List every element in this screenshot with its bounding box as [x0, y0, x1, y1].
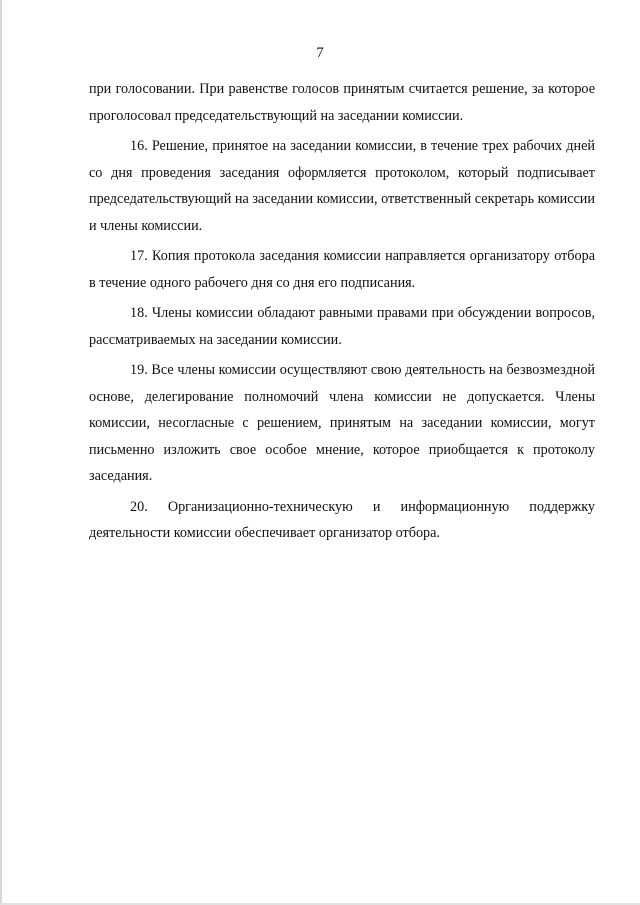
paragraph-19 — [89, 357, 595, 490]
paragraph-line: вопросов, рассматриваемых на заседании комиссии. — [89, 305, 595, 348]
paragraph-line: отбора в течение одного рабочего дня со дня его подписания. — [89, 248, 595, 291]
paragraph-line: не допускается. Члены комиссии, несогласные с решением, принятым — [89, 388, 595, 431]
paragraph-line: за которое проголосовал председательствующий на заседании комиссии. — [89, 81, 595, 124]
paragraph-line: которое приобщается к протоколу заседания. — [89, 441, 595, 484]
paragraph-line: деятельности комиссии обеспечивает организатор отбора. — [89, 525, 440, 541]
paragraph-line: 19. Все члены комиссии осуществляют свою деятельность — [130, 362, 489, 378]
paragraph-line: дней со дня проведения заседания оформляется протоколом, который — [89, 138, 595, 181]
scan-edge-left — [0, 0, 2, 905]
paragraph-16 — [89, 133, 595, 239]
paragraph-line: 17. Копия протокола заседания комиссии направляется организатору — [130, 248, 555, 264]
document-body — [89, 76, 595, 551]
paragraph-line: 18. Члены комиссии обладают равными правами при обсуждении — [130, 305, 536, 321]
paragraph-line: секретарь комиссии и члены комиссии. — [89, 191, 595, 234]
paragraph-continuation — [89, 76, 595, 129]
paragraph-line: на безвозмездной основе, делегирование полномочий члена комиссии — [89, 362, 595, 405]
paragraph-17 — [89, 243, 595, 296]
page-number: 7 — [316, 45, 324, 61]
paragraph-line: 16. Решение, принятое на заседании комиссии, в течение трех рабочих — [130, 138, 567, 154]
paragraph-line: на заседании комиссии, могут письменно изложить свое особое мнение, — [89, 415, 595, 458]
paragraph-line: при голосовании. При равенстве голосов принятым считается решение, — [89, 81, 532, 97]
paragraph-line: подписывает председательствующий на заседании комиссии, ответственный — [89, 164, 595, 207]
paragraph-18 — [89, 300, 595, 353]
paragraph-line: 20. Организационно-техническую и информационную поддержку — [130, 498, 595, 515]
paragraph-20 — [89, 494, 595, 547]
